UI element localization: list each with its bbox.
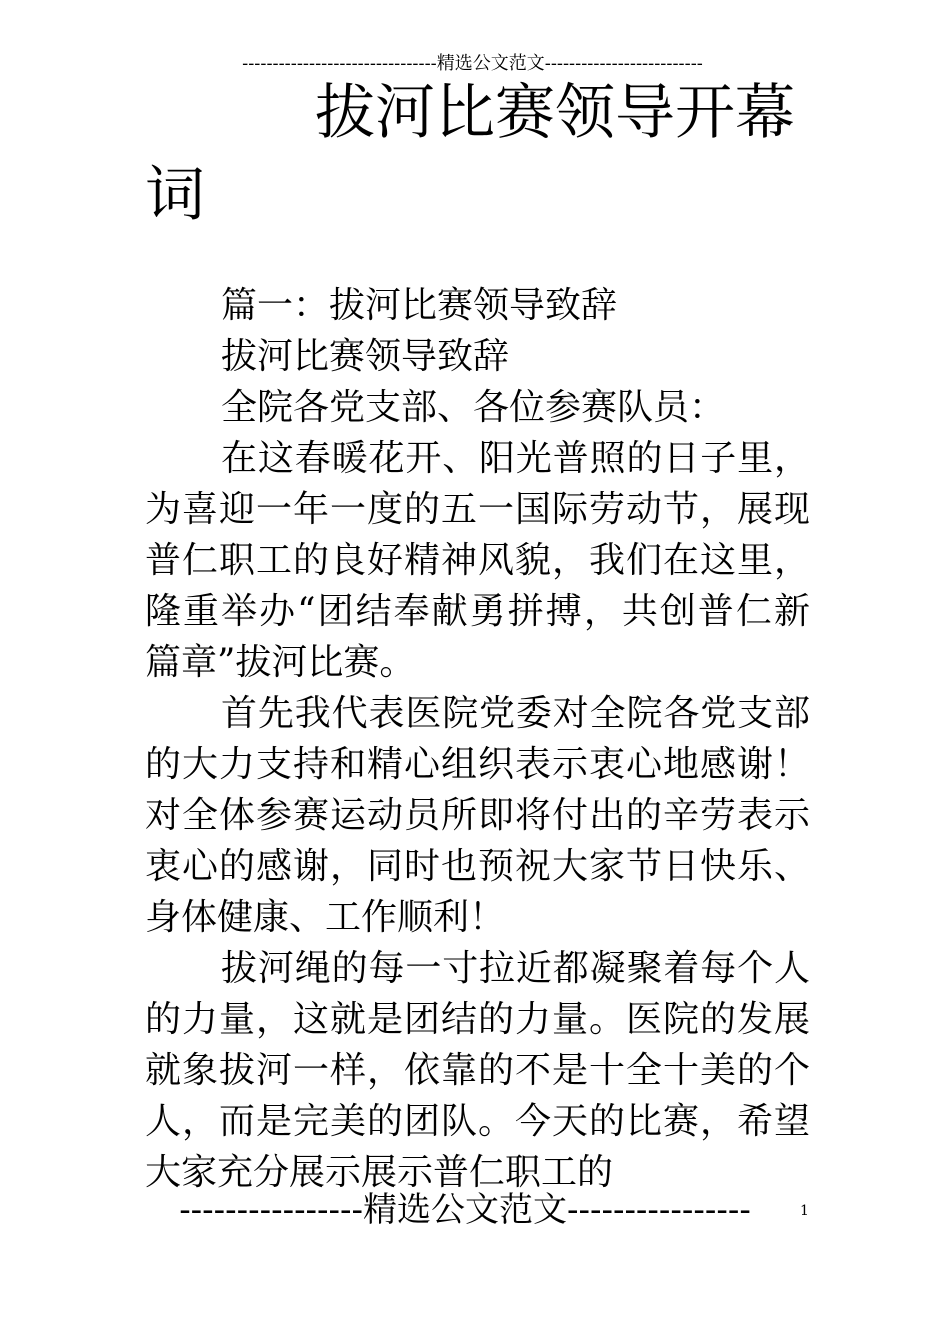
paragraph: 在这春暖花开、阳光普照的日子里，为喜迎一年一度的五一国际劳动节，展现普仁职工的良好精神风貌，我们在这里，隆重举办“团结奉献勇拼搏，共创普仁新篇章”拔河比赛。: [145, 438, 810, 683]
paragraph: 拔河绳的每一寸拉近都凝聚着每个人的力量，这就是团结的力量。医院的发展就象拔河一样，依靠的不是十全十美的个人，而是完美的团队。今天的比赛，希望大家充分展示展示普仁职工的: [145, 948, 810, 1193]
paragraph: 首先我代表医院党委对全院各党支部的大力支持和精心组织表示衷心地感谢！对全体参赛运动员所即将付出的辛劳表示衷心的感谢，同时也预祝大家节日快乐、身体健康、工作顺利！: [145, 693, 810, 938]
page-header: --------------------------------精选公文范文--------------------------: [242, 53, 703, 74]
section-heading: 篇一：拔河比赛领导致辞: [221, 285, 618, 326]
salutation: 全院各党支部、各位参赛队员：: [221, 387, 726, 428]
speech-title: 拔河比赛领导致辞: [221, 336, 510, 377]
title-line-2: 词: [145, 160, 205, 230]
document-body: [145, 280, 810, 1198]
page-footer: ----------------精选公文范文----------------: [179, 1190, 751, 1230]
document-title: [145, 72, 805, 236]
page-number: 1: [800, 1203, 809, 1219]
title-line-1: 拔河比赛领导开幕: [315, 78, 795, 148]
